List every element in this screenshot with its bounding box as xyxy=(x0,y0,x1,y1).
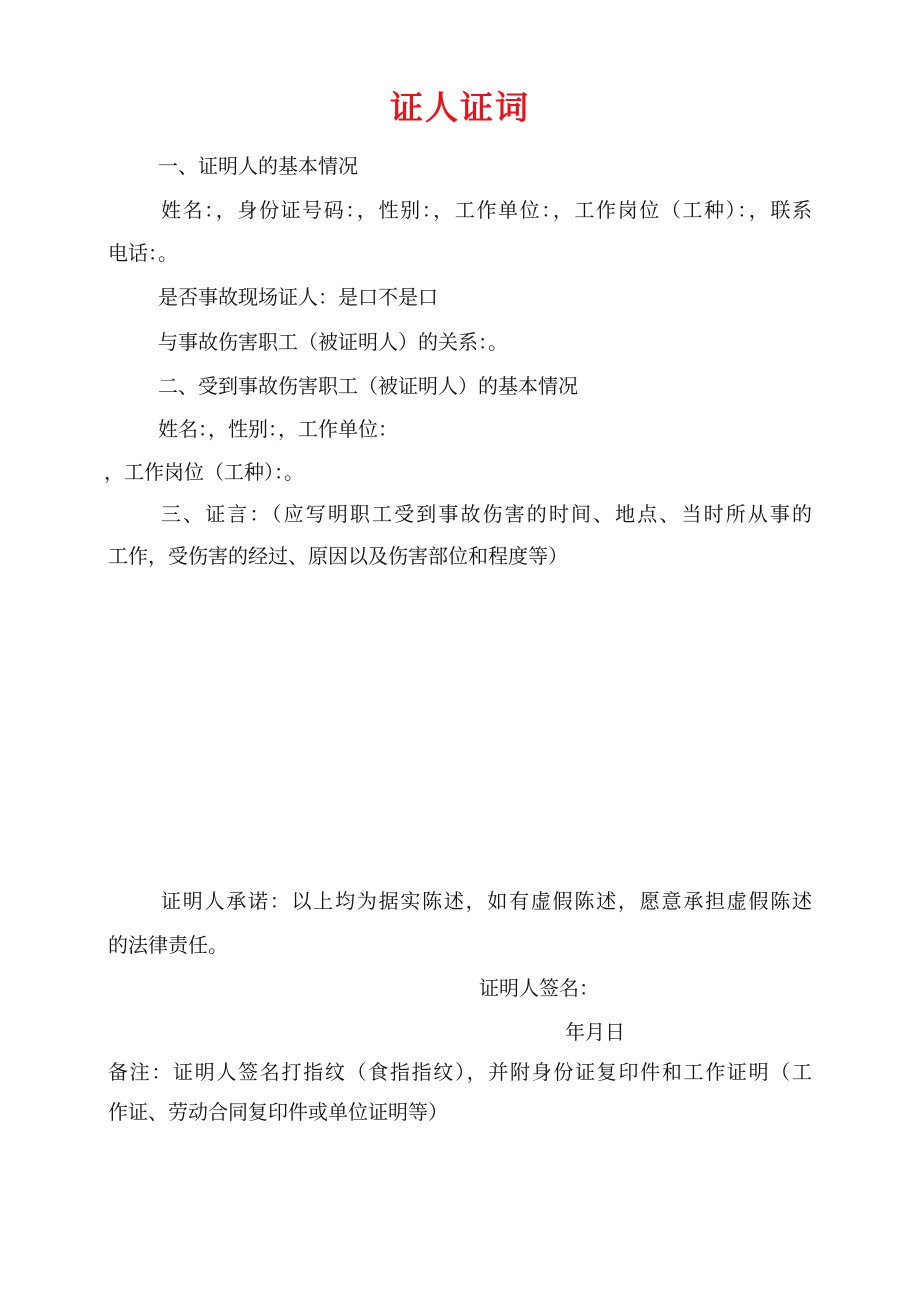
witness-info-line1: 姓名：，身份证号码：，性别：，工作单位：，工作岗位（工种）：，联系 xyxy=(161,198,812,222)
section2-heading: 二、受到事故伤害职工（被证明人）的基本情况 xyxy=(158,374,578,398)
note-line2: 作证、劳动合同复印件或单位证明等） xyxy=(108,1100,448,1124)
testimony-line1: 三、证言：（应写明职工受到事故伤害的时间、地点、当时所从事的 xyxy=(161,502,812,526)
document-title: 证人证词 xyxy=(390,88,530,127)
signature-label: 证明人签名： xyxy=(479,976,599,1000)
relation-line: 与事故伤害职工（被证明人）的关系：。 xyxy=(158,330,508,354)
witness-on-site-question: 是否事故现场证人：是口不是口 xyxy=(158,285,438,309)
pledge-line2: 的法律责任。 xyxy=(108,933,228,957)
pledge-line1: 证明人承诺：以上均为据实陈述，如有虚假陈述，愿意承担虚假陈述 xyxy=(161,889,812,913)
section1-heading: 一、证明人的基本情况 xyxy=(158,154,358,178)
witness-info-line2: 电话：。 xyxy=(108,241,178,265)
injured-info-line2: ，工作岗位（工种）：。 xyxy=(104,460,304,484)
date-label: 年月日 xyxy=(565,1020,625,1044)
testimony-line2: 工作，受伤害的经过、原因以及伤害部位和程度等） xyxy=(108,544,568,568)
note-line1: 备注：证明人签名打指纹（食指指纹），并附身份证复印件和工作证明（工 xyxy=(108,1060,812,1084)
injured-info-line1: 姓名：，性别：，工作单位： xyxy=(158,417,398,441)
